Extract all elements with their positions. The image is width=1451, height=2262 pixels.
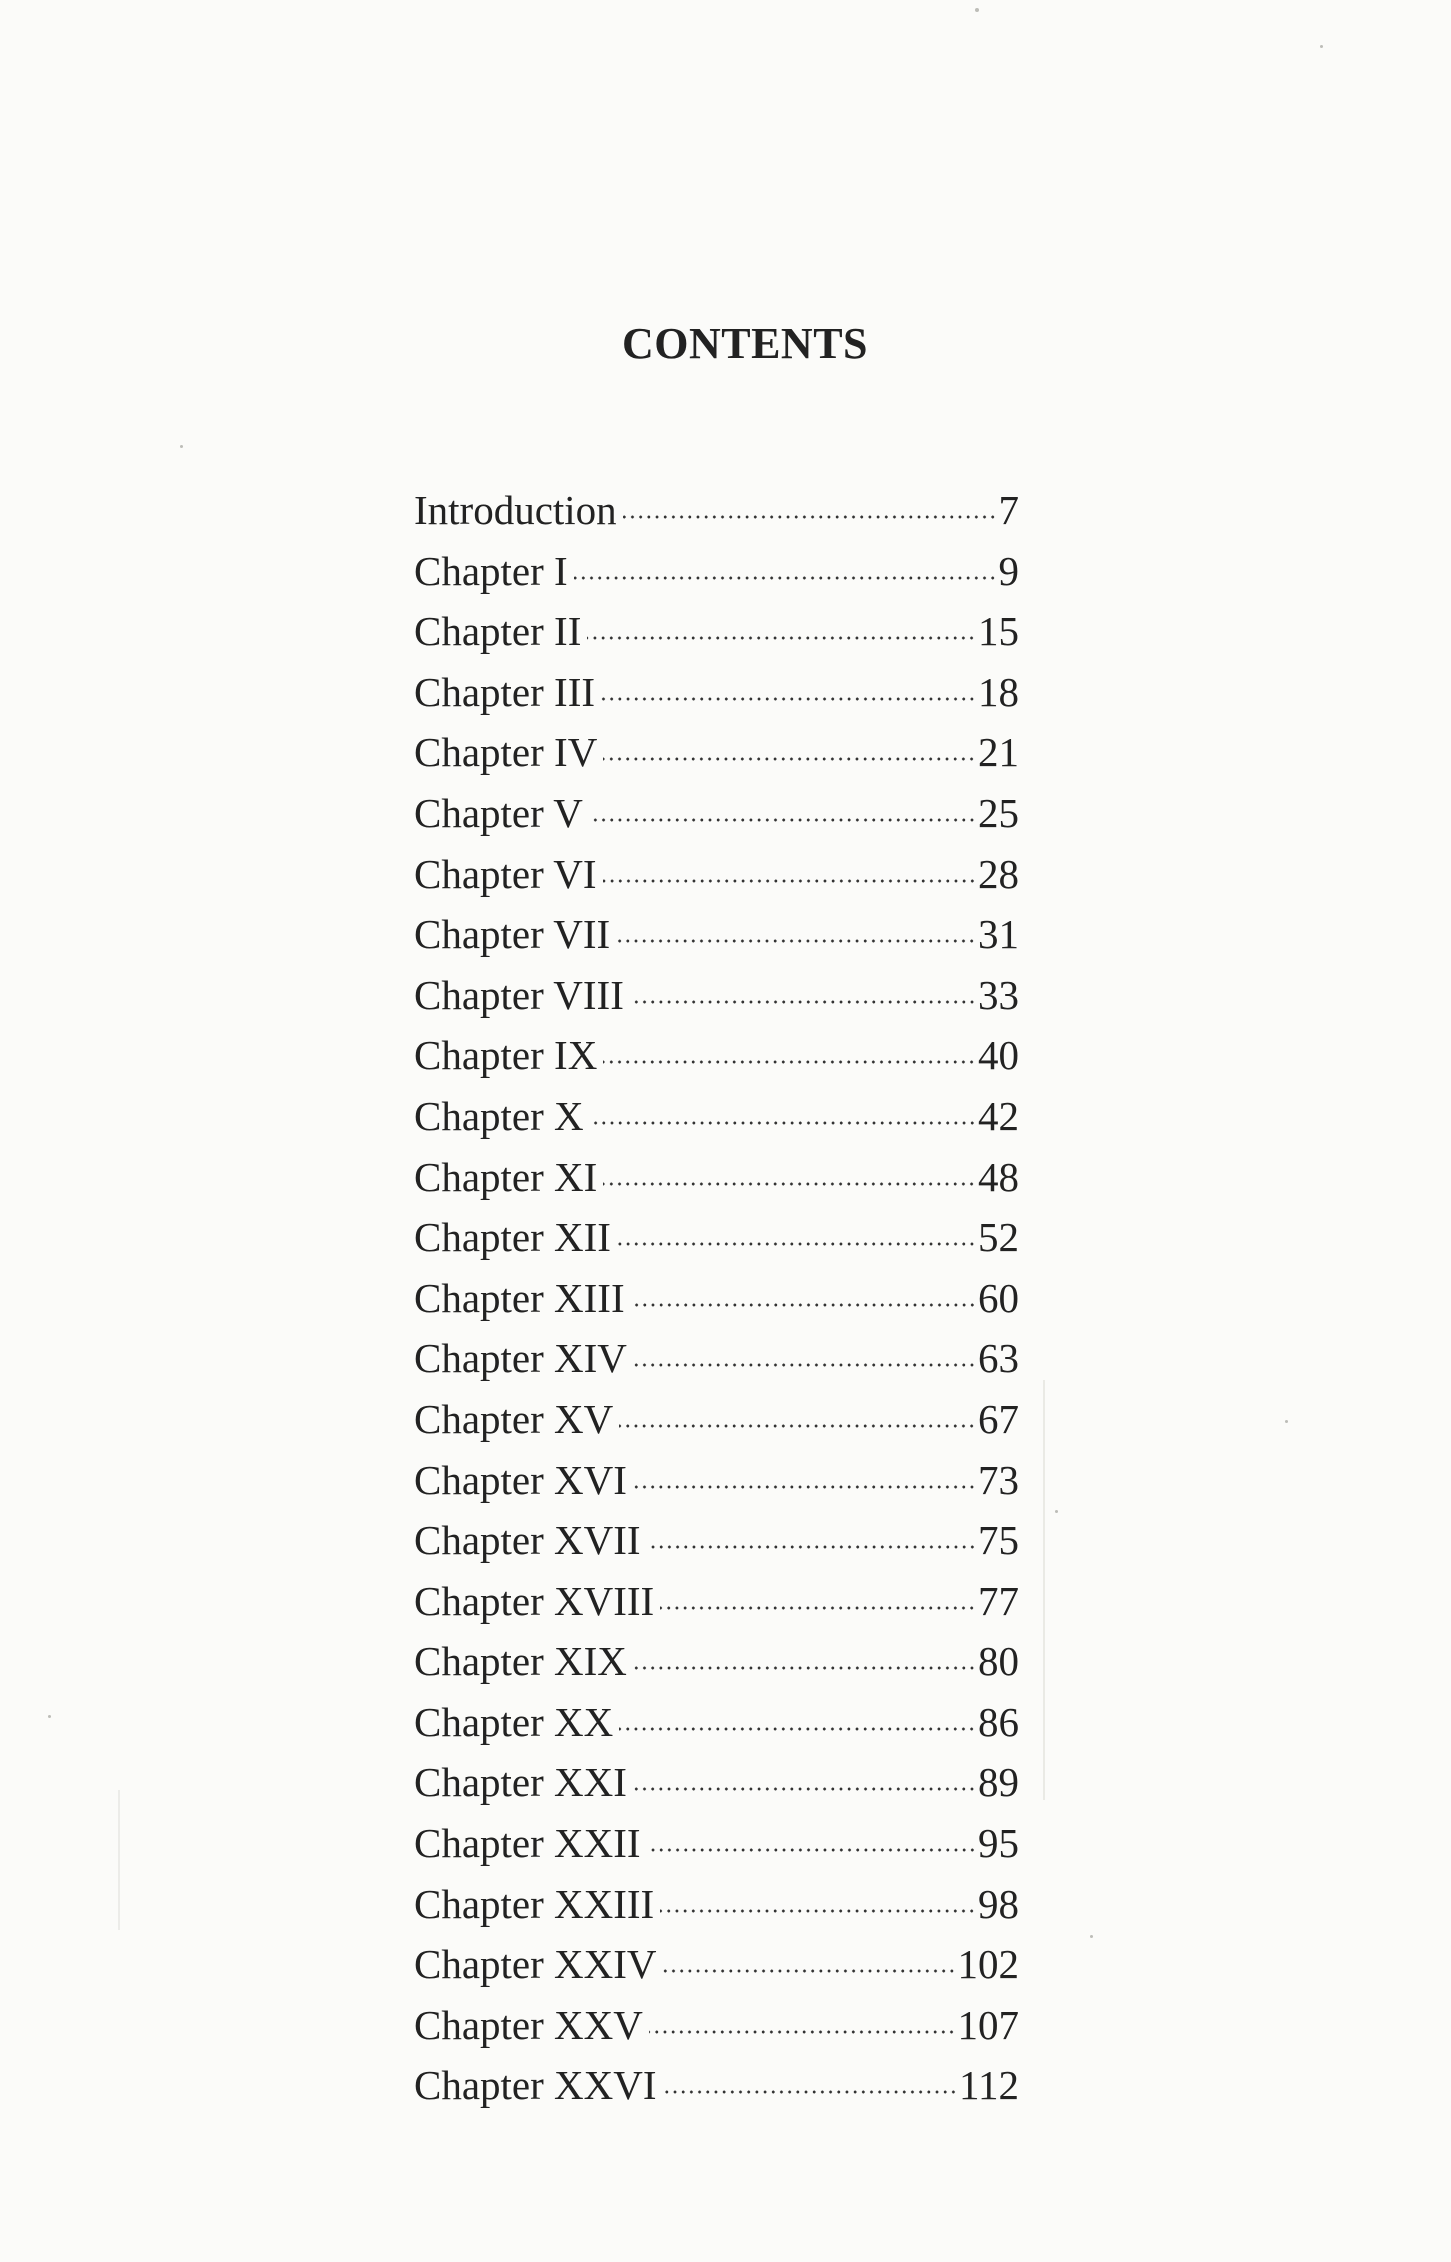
toc-entry-label: Chapter XVIII [414,1577,655,1624]
toc-entry-page-number: 80 [978,1638,1019,1685]
toc-entry-page-number: 48 [978,1153,1019,1200]
toc-entry-label: Chapter XXII [414,1820,641,1867]
dot-leader [603,1059,976,1065]
toc-entry [414,480,1019,541]
paper-speck [1285,1420,1288,1423]
toc-entry-page-number: 112 [959,2062,1019,2109]
dot-leader [603,756,976,762]
dot-leader [647,1847,976,1853]
toc-entry [414,1450,1019,1511]
toc-entry [414,904,1019,965]
dot-leader [630,999,976,1005]
toc-entry-page-number: 42 [978,1092,1019,1139]
toc-entry-label: Chapter IV [414,729,598,776]
paper-speck [1055,1510,1058,1513]
toc-entry-label: Chapter III [414,668,595,715]
dot-leader [616,938,976,944]
dot-leader [590,1120,976,1126]
paper-speck [48,1715,51,1718]
dot-leader [587,635,976,641]
toc-entry [414,1510,1019,1571]
paper-speck [975,8,979,12]
page-title: CONTENTS [621,319,869,368]
toc-entry [414,1692,1019,1753]
toc-entry-label: Chapter VI [414,850,597,897]
toc-entry [414,2055,1019,2116]
toc-entry [414,844,1019,905]
toc-entry-page-number: 98 [978,1880,1019,1927]
toc-entry-label: Chapter XXVI [414,2062,657,2109]
toc-entry-page-number: 33 [978,971,1019,1018]
dot-leader [623,514,997,520]
toc-entry [414,1025,1019,1086]
toc-entry [414,1571,1019,1632]
toc-entry-label: Chapter II [414,608,582,655]
dot-leader [589,817,976,823]
toc-entry-label: Chapter XIX [414,1638,627,1685]
toc-entry-page-number: 75 [978,1517,1019,1564]
toc-entry-label: Chapter VIII [414,971,624,1018]
toc-entry-page-number: 25 [978,789,1019,836]
toc-entry [414,1631,1019,1692]
toc-entry [414,1147,1019,1208]
toc-entry-page-number: 40 [978,1032,1019,1079]
toc-entry-label: Chapter XV [414,1395,614,1442]
toc-entry-label: Chapter XXV [414,2001,643,2048]
dot-leader [663,1968,956,1974]
toc-entry [414,1934,1019,1995]
toc-entry-label: Chapter XXIII [414,1880,655,1927]
table-of-contents [414,480,1019,2116]
dot-leader [633,1665,976,1671]
dot-leader [619,1726,976,1732]
toc-entry [414,783,1019,844]
paper-speck [1090,1935,1093,1938]
toc-entry-label: Chapter XVI [414,1456,627,1503]
toc-entry [414,1328,1019,1389]
toc-entry-page-number: 18 [978,668,1019,715]
toc-entry-page-number: 28 [978,850,1019,897]
dot-leader [631,1302,976,1308]
paper-crease [1043,1380,1045,1800]
toc-entry-label: Chapter XIII [414,1274,625,1321]
toc-entry [414,965,1019,1026]
dot-leader [660,1908,976,1914]
toc-entry-page-number: 77 [978,1577,1019,1624]
toc-entry-label: Chapter XVII [414,1517,641,1564]
toc-entry [414,1207,1019,1268]
toc-entry-page-number: 73 [978,1456,1019,1503]
toc-entry-label: Chapter IX [414,1032,598,1079]
paper-speck [180,445,183,448]
dot-leader [603,1181,976,1187]
paper-speck [1320,45,1323,48]
toc-entry [414,1752,1019,1813]
dot-leader [647,1544,976,1550]
toc-entry-label: Chapter XIV [414,1335,627,1382]
toc-entry-page-number: 52 [978,1214,1019,1261]
toc-entry-page-number: 95 [978,1820,1019,1867]
dot-leader [601,696,976,702]
toc-entry-label: Chapter X [414,1092,584,1139]
dot-leader [649,2029,956,2035]
toc-entry-page-number: 89 [978,1759,1019,1806]
toc-entry-page-number: 31 [978,911,1019,958]
toc-entry-label: Chapter VII [414,911,611,958]
toc-entry [414,1874,1019,1935]
dot-leader [663,2089,957,2095]
toc-entry-label: Chapter XI [414,1153,598,1200]
toc-entry-label: Chapter XII [414,1214,611,1261]
dot-leader [633,1484,976,1490]
toc-entry-label: Chapter XXI [414,1759,627,1806]
dot-leader [617,1241,976,1247]
toc-entry-label: Chapter XXIV [414,1941,657,1988]
dot-leader [619,1423,976,1429]
dot-leader [574,575,997,581]
toc-entry-label: Introduction [414,487,617,533]
toc-entry-page-number: 86 [978,1698,1019,1745]
toc-entry [414,1995,1019,2056]
toc-entry-page-number: 21 [978,729,1019,776]
toc-entry-page-number: 67 [978,1395,1019,1442]
toc-entry-label: Chapter XX [414,1698,614,1745]
toc-entry-label: Chapter V [414,789,583,836]
toc-entry-page-number: 63 [978,1335,1019,1382]
toc-entry [414,601,1019,662]
toc-entry-label: Chapter I [414,547,568,594]
paper-crease [118,1790,120,1930]
toc-entry-page-number: 15 [978,608,1019,655]
toc-entry-page-number: 7 [998,487,1019,533]
toc-entry-page-number: 60 [978,1274,1019,1321]
toc-entry-page-number: 107 [957,2001,1019,2048]
toc-entry-page-number: 9 [998,547,1019,594]
toc-entry [414,1813,1019,1874]
toc-entry [414,541,1019,602]
toc-entry [414,662,1019,723]
toc-entry [414,1268,1019,1329]
toc-entry [414,1389,1019,1450]
dot-leader [633,1786,976,1792]
toc-entry-page-number: 102 [957,1941,1019,1988]
toc-entry [414,722,1019,783]
dot-leader [660,1605,976,1611]
dot-leader [633,1362,976,1368]
dot-leader [603,878,976,884]
toc-entry [414,1086,1019,1147]
